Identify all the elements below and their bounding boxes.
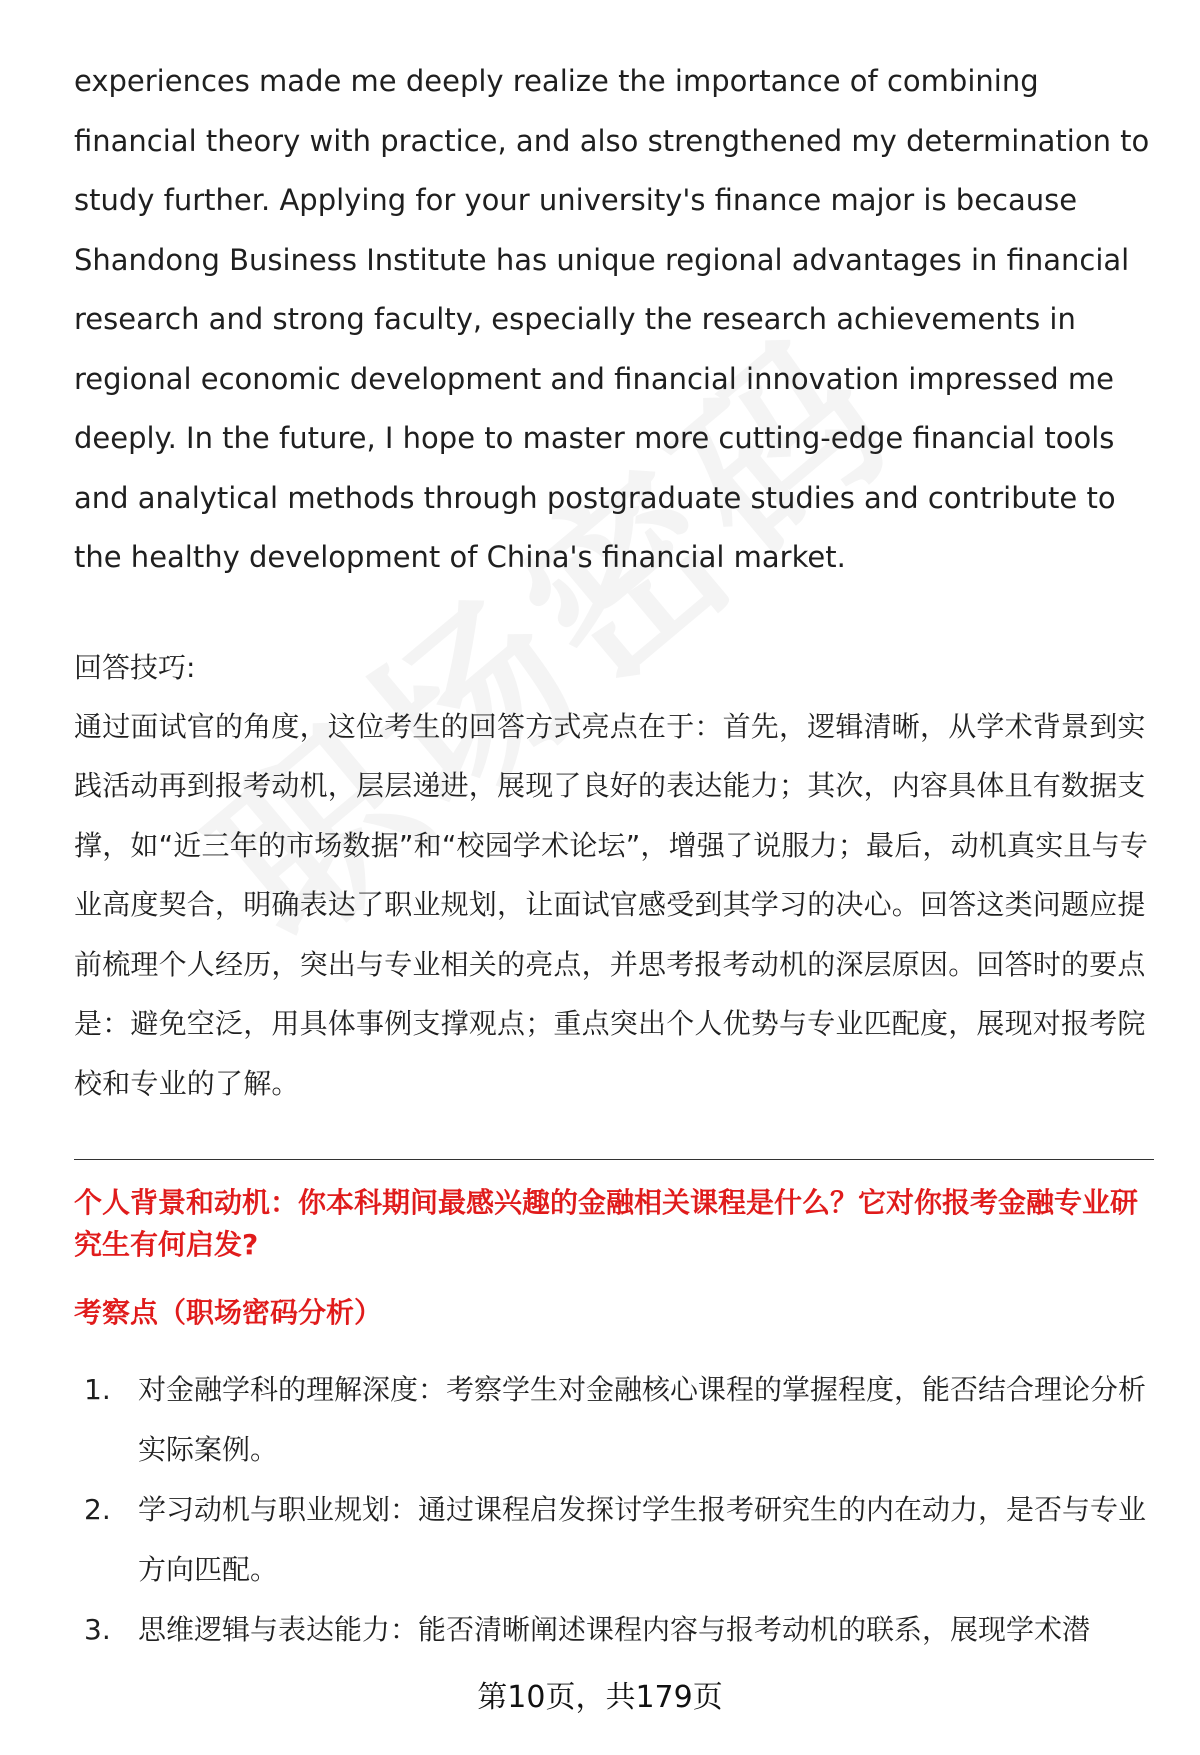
list-item-text: 对金融学科的理解深度：考察学生对金融核心课程的掌握程度，能否结合理论分析实际案例。	[138, 1373, 1147, 1466]
list-item	[74, 1360, 1152, 1480]
page-number-footer: 第10页，共179页	[477, 1680, 723, 1715]
tips-title: 回答技巧:	[74, 650, 196, 684]
list-item-number: 2.	[84, 1493, 111, 1526]
english-paragraph: experiences made me deeply realize the importance of combining financial theory with practice, and also strengthened my determination to study further. Applying for your university's finance major is because Shandong Business Institute has unique regional advantages in financial research and strong faculty, especially the research achievements in regional economic development and financial innovation impressed me deeply. In the future, I hope to master more cutting-edge financial tools and analytical methods through postgraduate studies and contribute to the healthy development of China's financial market.	[74, 64, 1150, 574]
list-item	[74, 1600, 1152, 1660]
analysis-subheading: 考察点（职场密码分析）	[74, 1296, 383, 1329]
points-list	[74, 1360, 1152, 1660]
page-content	[74, 52, 1152, 1660]
list-item-number: 3.	[84, 1613, 111, 1646]
list-item-number: 1.	[84, 1373, 111, 1406]
question-heading: 个人背景和动机：你本科期间最感兴趣的金融相关课程是什么？它对你报考金融专业研究生有何启发?	[74, 1186, 1139, 1261]
list-item-text: 思维逻辑与表达能力：能否清晰阐述课程内容与报考动机的联系，展现学术潜	[138, 1613, 1091, 1646]
list-item	[74, 1480, 1152, 1600]
tips-body: 通过面试官的角度，这位考生的回答方式亮点在于：首先，逻辑清晰，从学术背景到实践活动再到报考动机，层层递进，展现了良好的表达能力；其次，内容具体且有数据支撑，如“近三年的市场数据”和“校园学术论坛”，增强了说服力；最后，动机真实且与专业高度契合，明确表达了职业规划，让面试官感受到其学习的决心。回答这类问题应提前梳理个人经历，突出与专业相关的亮点，并思考报考动机的深层原因。回答时的要点是：避免空泛，用具体事例支撑观点；重点突出个人优势与专业匹配度，展现对报考院校和专业的了解。	[74, 709, 1149, 1100]
list-item-text: 学习动机与职业规划：通过课程启发探讨学生报考研究生的内在动力，是否与专业方向匹配。	[138, 1493, 1147, 1586]
section-divider	[74, 1159, 1154, 1160]
